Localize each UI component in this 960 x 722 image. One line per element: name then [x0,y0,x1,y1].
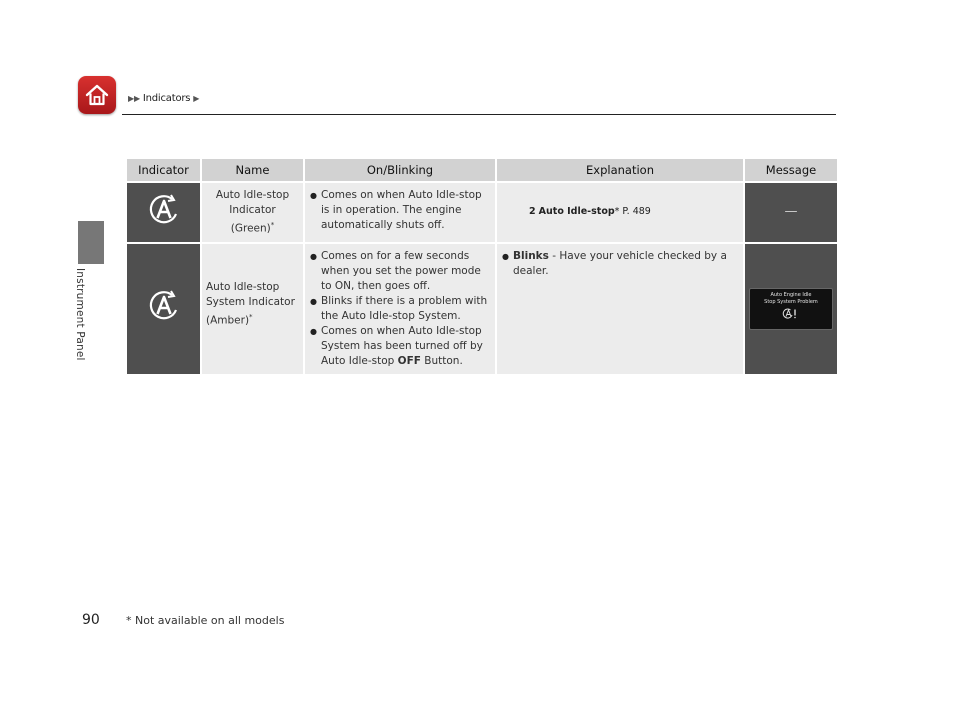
list-item: ● Blinks if there is a problem with the Auto Idle-stop System. [321,294,491,324]
availability-mark: * [270,221,275,229]
explanation-text: - Have your vehicle checked by a dealer. [513,249,727,277]
list-item-text: Button. [420,354,463,367]
list-item: ● Comes on for a few seconds when you set the power mode to ON, then goes off. [321,249,491,294]
indicator-cell [127,183,200,242]
message-text: Stop System Problem [764,298,818,305]
column-header: On/Blinking [305,159,495,181]
cross-reference-link[interactable] [529,204,739,219]
column-header: Message [745,159,837,181]
blinks-label: Blinks [513,249,549,262]
indicator-table [125,157,839,376]
table-row [127,244,837,374]
home-icon [83,81,111,109]
indicator-name: Indicator (Green) [229,204,276,235]
auto-idle-stop-warning-icon [781,307,801,320]
availability-mark: * [614,206,620,217]
indicator-name: Auto Idle-stop [215,189,290,201]
column-header: Indicator [127,159,200,181]
indicator-name: Auto Idle-stop [206,280,280,293]
table-header-row [127,159,837,181]
breadcrumb-section[interactable]: Indicators [142,93,191,104]
reference-arrow: 2 [529,206,536,217]
on-blinking-cell [305,244,495,374]
header-rule [122,114,836,115]
breadcrumb[interactable] [128,93,199,104]
name-cell [202,183,303,242]
no-message-dash: — [784,204,798,220]
footnote: * Not available on all models [126,614,285,627]
column-header: Name [202,159,303,181]
on-blinking-cell [305,183,495,242]
availability-mark: * [249,312,253,321]
home-button[interactable] [78,76,116,114]
column-header: Explanation [497,159,743,181]
list-item [321,324,491,369]
indicator-name: System Indicator [206,295,295,308]
indicator-cell [127,244,200,374]
reference-page: P. 489 [619,206,651,217]
reference-title: Auto Idle-stop [538,206,615,217]
auto-idle-stop-icon [146,288,182,324]
message-cell [745,183,837,242]
table-row [127,183,837,242]
explanation-cell [497,183,743,242]
explanation-cell [497,244,743,374]
name-cell [202,244,303,374]
message-display [749,288,833,330]
list-item: ● Comes on when Auto Idle-stop is in operation. The engine automatically shuts off. [321,188,491,233]
section-tab-marker [78,221,104,264]
list-item [513,249,739,279]
page-number: 90 [82,612,100,628]
breadcrumb-end: ▶ [193,94,200,103]
message-text: Auto Engine Idle [770,291,812,298]
section-label: Instrument Panel [74,268,86,361]
list-item-text: Comes on when Auto Idle-stop System has been turned off by Auto Idle-stop [321,324,483,367]
breadcrumb-separator: ▶▶ [128,94,140,103]
message-cell [745,244,837,374]
off-button-label: OFF [397,354,421,367]
auto-idle-stop-icon [146,192,182,228]
indicator-name: (Amber) [206,314,250,326]
